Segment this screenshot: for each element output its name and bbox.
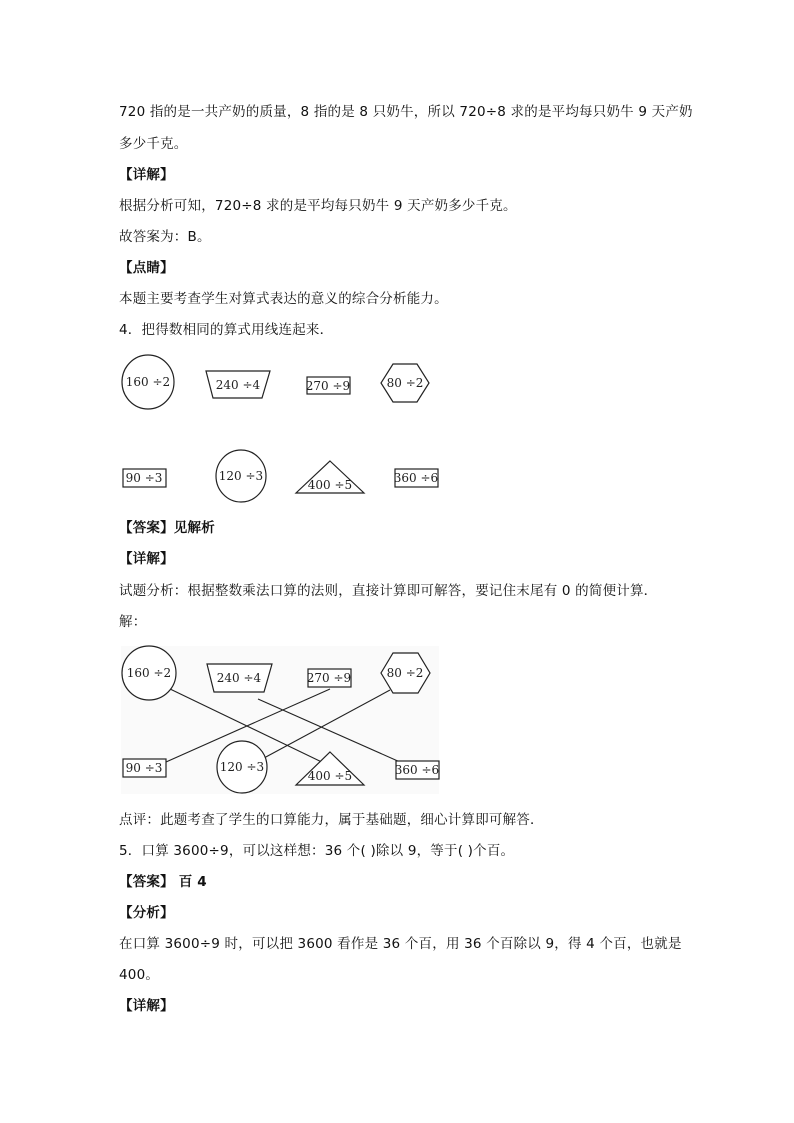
section-heading: 【详解】 <box>119 167 174 183</box>
shape-label: 360 ÷6 <box>393 471 439 485</box>
shape-rectangle <box>123 759 166 777</box>
answer-5: 【答案】 百 4 <box>119 874 207 890</box>
shape-label: 240 ÷4 <box>215 378 261 392</box>
shape-label: 80 ÷2 <box>386 376 424 390</box>
text-line: 试题分析：根据整数乘法口算的法则，直接计算即可解答，要记住末尾有 0 的简便计算． <box>119 583 658 599</box>
shape-circle <box>217 741 267 793</box>
text-line: 在口算 3600÷9 时，可以把 3600 看作是 36 个百，用 36 个百除以 9，得 4 个百，也就是 <box>119 936 682 952</box>
answer-4: 【答案】见解析 <box>119 520 215 536</box>
shape-label: 120 ÷3 <box>219 760 265 774</box>
text-line: 解： <box>119 614 147 630</box>
section-heading: 【分析】 <box>119 905 174 921</box>
shape-label: 270 ÷9 <box>306 671 352 685</box>
shape-label: 400 ÷5 <box>307 478 353 492</box>
text-line: 根据分析可知，720÷8 求的是平均每只奶牛 9 天产奶多少千克。 <box>119 198 517 214</box>
question-5: 5．口算 3600÷9，可以这样想：36 个( )除以 9，等于( )个百。 <box>119 843 515 859</box>
shape-label: 240 ÷4 <box>216 671 262 685</box>
text-line: 多少千克。 <box>119 136 188 152</box>
shape-label: 120 ÷3 <box>218 469 264 483</box>
shape-rectangle <box>395 761 439 779</box>
shape-label: 400 ÷5 <box>307 769 353 783</box>
shape-rectangle <box>307 669 351 687</box>
shape-label: 160 ÷2 <box>126 666 172 680</box>
text-line: 720 指的是一共产奶的质量，8 指的是 8 只奶牛，所以 720÷8 求的是平均每只奶牛 9 天产奶 <box>119 104 693 120</box>
text-line: 本题主要考查学生对算式表达的意义的综合分析能力。 <box>119 291 448 307</box>
text-line: 点评：此题考查了学生的口算能力，属于基础题，细心计算即可解答． <box>119 812 544 828</box>
section-heading: 【详解】 <box>119 998 174 1014</box>
shape-circle <box>122 646 176 700</box>
text-line: 400。 <box>119 967 160 983</box>
shape-label: 270 ÷9 <box>305 379 351 393</box>
shape-label: 360 ÷6 <box>394 763 440 777</box>
text-line: 故答案为：B。 <box>119 229 211 245</box>
shape-label: 80 ÷2 <box>386 666 424 680</box>
shape-label: 160 ÷2 <box>125 375 171 389</box>
section-heading: 【点睛】 <box>119 260 174 276</box>
shape-label: 90 ÷3 <box>125 761 163 775</box>
section-heading: 【详解】 <box>119 551 174 567</box>
question-4: 4．把得数相同的算式用线连起来． <box>119 322 334 338</box>
shape-parallelogram <box>207 664 272 692</box>
shape-label: 90 ÷3 <box>125 471 163 485</box>
